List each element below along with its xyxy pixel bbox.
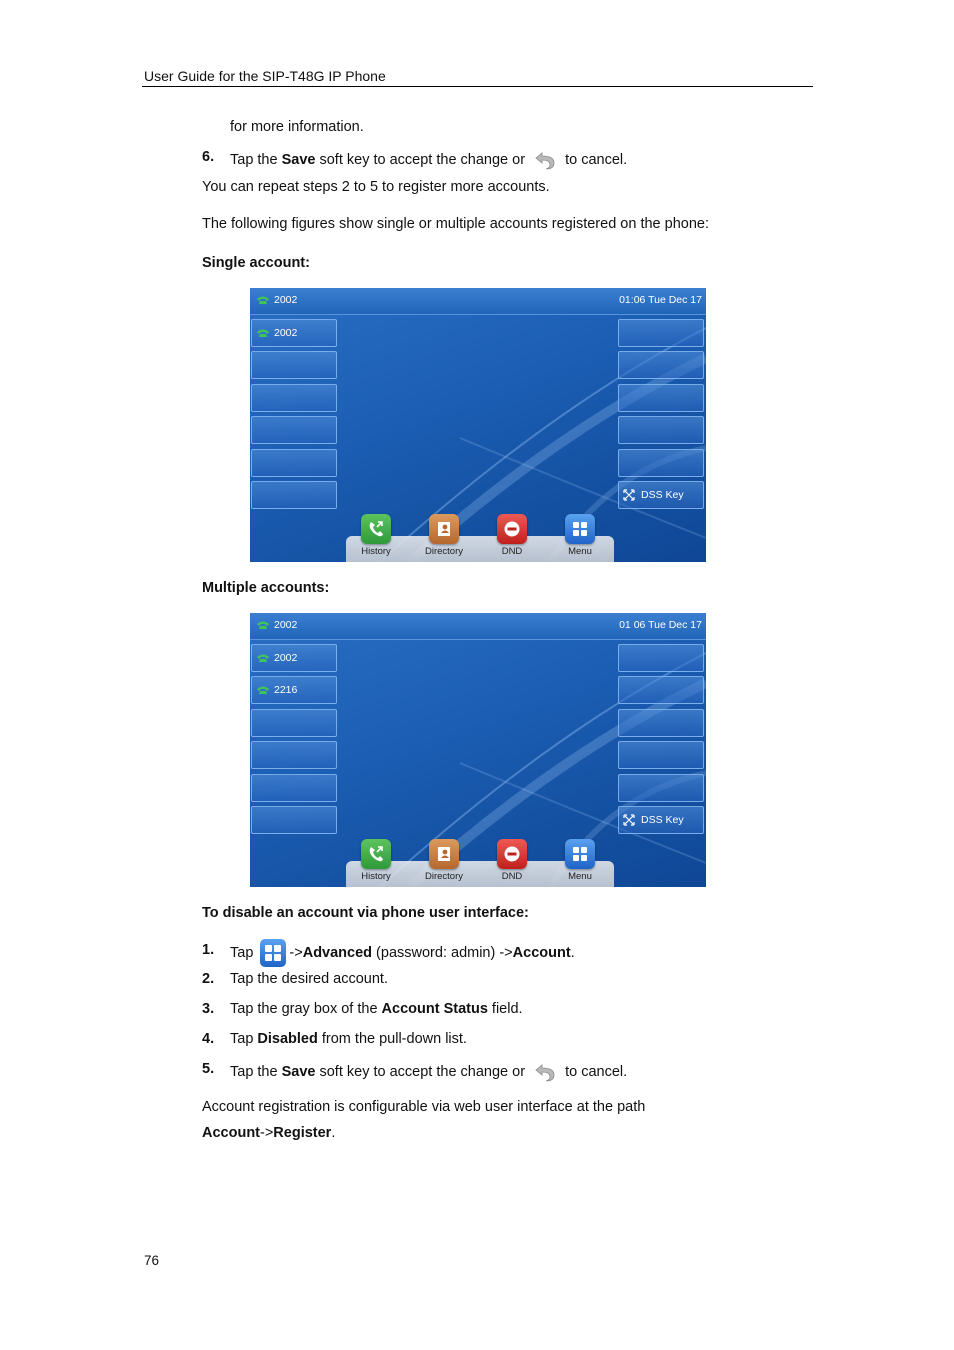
register-path-keyword: Register xyxy=(273,1125,332,1141)
right-key-4[interactable] xyxy=(618,741,704,769)
line-key-3[interactable] xyxy=(251,384,337,412)
step-text xyxy=(230,1001,523,1017)
history-icon xyxy=(361,514,391,544)
dss-key-label: DSS Key xyxy=(641,489,684,501)
softkey-label: History xyxy=(361,871,391,882)
right-key-3[interactable] xyxy=(618,709,704,737)
step-text-post: . xyxy=(570,944,575,961)
dss-key-icon xyxy=(623,489,635,501)
step-text: Tap the desired account. xyxy=(230,971,388,987)
step-text-post: field. xyxy=(487,1001,523,1017)
status-account-number: 2002 xyxy=(274,294,298,306)
header-rule xyxy=(142,86,813,87)
softkey-label: History xyxy=(361,546,391,557)
status-account xyxy=(256,619,297,631)
account-keyword: Account xyxy=(512,944,571,961)
undo-icon xyxy=(533,1061,557,1083)
path-arrow: -> xyxy=(260,1125,274,1141)
phone-line-icon xyxy=(256,653,270,663)
intro-line: for more information. xyxy=(230,119,364,135)
step-text-pre: Tap the xyxy=(230,1063,282,1080)
line-key-4[interactable] xyxy=(251,416,337,444)
line-key-5[interactable] xyxy=(251,449,337,477)
step-number: 2. xyxy=(202,971,215,987)
advanced-keyword: Advanced xyxy=(302,944,373,961)
status-account xyxy=(256,294,297,306)
save-keyword: Save xyxy=(281,151,316,168)
path-period: . xyxy=(331,1125,336,1141)
step-number: 6. xyxy=(202,149,215,165)
step-3 xyxy=(0,1001,954,1023)
softkey-label: Menu xyxy=(568,871,592,882)
disabled-keyword: Disabled xyxy=(257,1031,318,1047)
step-text-post: soft key to accept the change or xyxy=(315,1063,526,1080)
status-bar xyxy=(250,613,706,640)
softkey-directory[interactable] xyxy=(416,839,472,882)
softkey-dnd[interactable] xyxy=(484,514,540,557)
step-text-pre: Tap the xyxy=(230,151,282,168)
line-key-3[interactable] xyxy=(251,709,337,737)
phone-line-icon xyxy=(256,328,270,338)
status-bar xyxy=(250,288,706,315)
right-key-2[interactable] xyxy=(618,676,704,704)
softkey-history[interactable] xyxy=(348,514,404,557)
step-text-post: from the pull-down list. xyxy=(317,1031,467,1047)
step-2 xyxy=(0,971,954,993)
step-text xyxy=(230,1031,467,1047)
softkey-history[interactable] xyxy=(348,839,404,882)
directory-icon xyxy=(429,514,459,544)
undo-icon xyxy=(533,149,557,171)
footer-line-2 xyxy=(202,1125,335,1141)
line-key-1[interactable] xyxy=(251,644,337,672)
dss-key-label: DSS Key xyxy=(641,814,684,826)
softkey-label: Menu xyxy=(568,546,592,557)
dss-key[interactable] xyxy=(618,481,704,509)
step-text-pre: Tap the gray box of the xyxy=(230,1001,382,1017)
step-text-pre: Tap xyxy=(230,1031,258,1047)
softkey-label: DND xyxy=(501,871,523,882)
phone-line-icon xyxy=(256,295,270,305)
line-key-6[interactable] xyxy=(251,806,337,834)
dnd-icon xyxy=(497,839,527,869)
step-6 xyxy=(0,149,954,173)
right-key-3[interactable] xyxy=(618,384,704,412)
line-key-2[interactable] xyxy=(251,676,337,704)
phone-screen-multiple xyxy=(250,613,706,887)
line-key-1[interactable] xyxy=(251,319,337,347)
line-key-label: 2216 xyxy=(274,684,298,696)
step-5 xyxy=(0,1061,954,1085)
softkey-label: DND xyxy=(501,546,523,557)
step-number: 4. xyxy=(202,1031,215,1047)
right-key-1[interactable] xyxy=(618,319,704,347)
step-number: 5. xyxy=(202,1061,215,1077)
clock: 01 06 Tue Dec 17 xyxy=(619,619,702,631)
repeat-text: You can repeat steps 2 to 5 to register more accounts. xyxy=(202,179,550,195)
menu-icon xyxy=(259,938,287,968)
phone-line-icon xyxy=(256,685,270,695)
phone-line-icon xyxy=(256,620,270,630)
step-number: 1. xyxy=(202,942,215,958)
dss-key-icon xyxy=(623,814,635,826)
right-key-4[interactable] xyxy=(618,416,704,444)
right-key-1[interactable] xyxy=(618,644,704,672)
step-text-mid: (password: admin) -> xyxy=(372,944,513,961)
disable-heading: To disable an account via phone user interface: xyxy=(202,905,529,921)
figures-text: The following figures show single or multiple accounts registered on the phone: xyxy=(202,216,709,232)
page-number: 76 xyxy=(144,1253,160,1268)
step-1 xyxy=(0,938,954,968)
step-text xyxy=(230,938,575,968)
softkey-dnd[interactable] xyxy=(484,839,540,882)
menu-icon xyxy=(565,839,595,869)
softkey-menu[interactable] xyxy=(552,839,608,882)
right-key-5[interactable] xyxy=(618,449,704,477)
single-account-label: Single account: xyxy=(202,255,310,271)
step-text-end: to cancel. xyxy=(565,1063,628,1080)
line-key-6[interactable] xyxy=(251,481,337,509)
softkey-label: Directory xyxy=(424,546,463,557)
dss-key[interactable] xyxy=(618,806,704,834)
line-key-2[interactable] xyxy=(251,351,337,379)
right-key-5[interactable] xyxy=(618,774,704,802)
softkey-label: Directory xyxy=(424,871,463,882)
dnd-icon xyxy=(497,514,527,544)
menu-icon xyxy=(565,514,595,544)
step-arrow: -> xyxy=(289,944,303,961)
softkey-directory[interactable] xyxy=(416,514,472,557)
save-keyword: Save xyxy=(281,1063,316,1080)
line-key-5[interactable] xyxy=(251,774,337,802)
history-icon xyxy=(361,839,391,869)
line-key-label: 2002 xyxy=(274,327,298,339)
right-key-2[interactable] xyxy=(618,351,704,379)
softkey-menu[interactable] xyxy=(552,514,608,557)
footer-line-1: Account registration is configurable via web user interface at the path xyxy=(202,1099,646,1115)
multiple-accounts-label: Multiple accounts: xyxy=(202,580,330,596)
directory-icon xyxy=(429,839,459,869)
step-text xyxy=(230,149,627,171)
line-key-label: 2002 xyxy=(274,652,298,664)
step-text-post: soft key to accept the change or xyxy=(315,151,526,168)
line-key-4[interactable] xyxy=(251,741,337,769)
account-path-keyword: Account xyxy=(202,1125,260,1141)
step-4 xyxy=(0,1031,954,1053)
step-text-pre: Tap xyxy=(230,944,254,961)
status-account-number: 2002 xyxy=(274,619,298,631)
clock: 01:06 Tue Dec 17 xyxy=(619,294,702,306)
phone-screen-single xyxy=(250,288,706,562)
step-number: 3. xyxy=(202,1001,215,1017)
running-header: User Guide for the SIP-T48G IP Phone xyxy=(144,68,386,84)
account-status-keyword: Account Status xyxy=(381,1001,488,1017)
step-text xyxy=(230,1061,627,1083)
step-text-end: to cancel. xyxy=(565,151,628,168)
